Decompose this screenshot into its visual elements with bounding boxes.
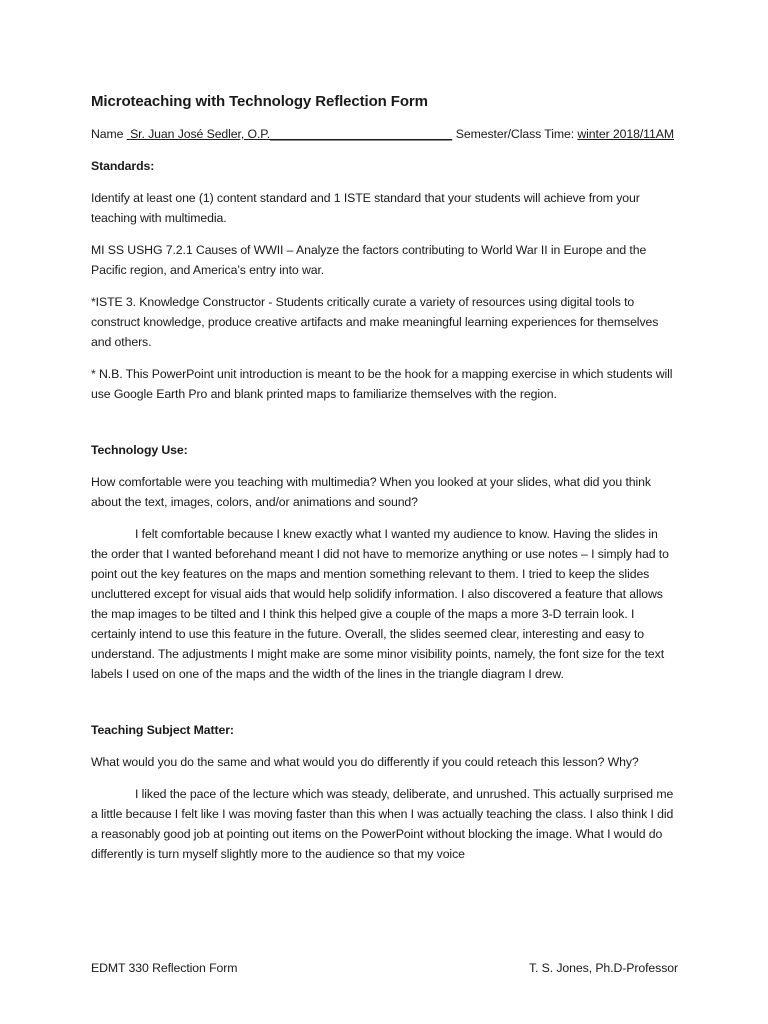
- semester-value: winter 2018/11AM: [577, 127, 674, 141]
- footer-right: T. S. Jones, Ph.D-Professor: [528, 961, 678, 975]
- standards-heading: Standards:: [91, 159, 155, 173]
- nb-note: * N.B. This PowerPoint unit introduction is meant to be the hook for a mapping exercise in which students will use Google Earth Pro and blank printed maps to familiarize themselves with the region.: [91, 367, 673, 401]
- name-label: Name: [91, 127, 124, 141]
- content-standard: MI SS USHG 7.2.1 Causes of WWII – Analyze the factors contributing to World War II in Europe and the Pacific region, and America’s entry into war.: [91, 243, 647, 277]
- technology-heading: Technology Use:: [91, 443, 188, 457]
- semester-label: Semester/Class Time:: [455, 127, 575, 141]
- page-footer: [91, 961, 678, 975]
- name-semester-row: [91, 124, 674, 144]
- document-body: [91, 92, 674, 864]
- subject-heading: Teaching Subject Matter:: [91, 723, 234, 737]
- technology-prompt: How comfortable were you teaching with multimedia? When you looked at your slides, what did you think about the text, images, colors, and/or animations and sound?: [91, 475, 651, 509]
- footer-left: EDMT 330 Reflection Form: [91, 961, 238, 975]
- standards-prompt: Identify at least one (1) content standard and 1 ISTE standard that your students will achieve from your teaching with multimedia.: [91, 191, 640, 225]
- subject-prompt: What would you do the same and what would you do differently if you could reteach this lesson? Why?: [91, 755, 639, 769]
- document-title: Microteaching with Technology Reflection Form: [91, 93, 428, 110]
- semester-field: [456, 124, 674, 144]
- technology-response: I felt comfortable because I knew exactly what I wanted my audience to know. Having the slides in the order that I wanted beforehand meant I did not have to memorize anything or use notes – I simply had to point out the key features on the maps and mention something relevant to them. I tried to keep the slides uncluttered except for visual aids that would help solidify information. I also discovered a feature that allows the map images to be tilted and I think this helped give a couple of the maps a more 3-D terrain look. I certainly intend to use this feature in the future. Overall, the slides seemed clear, interesting and easy to understand. The adjustments I might make are some minor visibility points, namely, the font size for the text labels I used on one of the maps and the width of the lines in the triangle diagram I drew.: [91, 527, 669, 681]
- iste-standard: *ISTE 3. Knowledge Constructor - Students critically curate a variety of resources using digital tools to construct knowledge, produce creative artifacts and make meaningful learning experiences for themselves and others.: [91, 295, 659, 349]
- name-field: [91, 124, 452, 144]
- name-value: Sr. Juan José Sedler, O.P.___________________________: [130, 127, 453, 141]
- subject-response: I liked the pace of the lecture which was steady, deliberate, and unrushed. This actually surprised me a little because I felt like I was moving faster than this when I was actually teaching the class. I also think I did a reasonably good job at pointing out items on the PowerPoint without blocking the image. What I would do differently is turn myself slightly more to the audience so that my voice: [91, 787, 674, 861]
